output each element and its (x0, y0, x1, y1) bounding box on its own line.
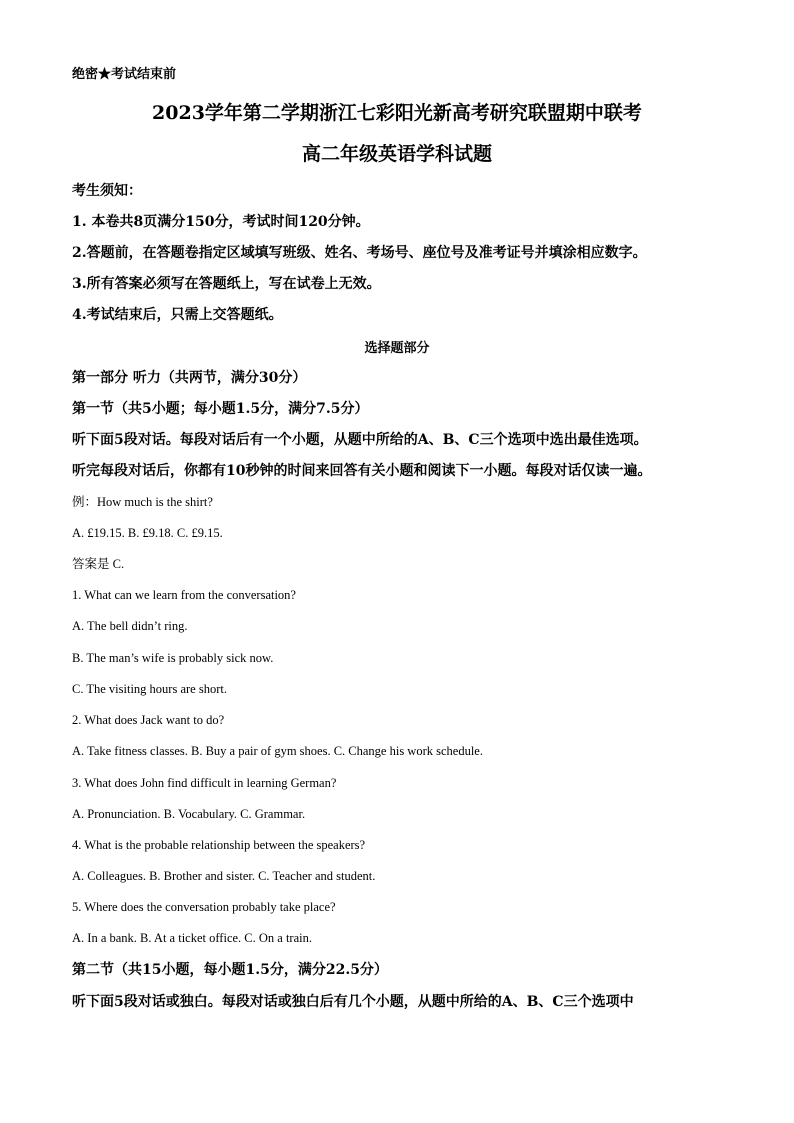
part1-heading: 第一部分 听力（共两节，满分30分） (72, 370, 307, 386)
option-line: B. The man’s wife is probably sick now. (72, 651, 274, 665)
question-line: 1. What can we learn from the conversation? (72, 588, 296, 602)
example-options: A. £19.15. B. £9.18. C. £9.15. (72, 526, 223, 540)
example-question: 例：How much is the shirt? (72, 495, 213, 509)
instructions2-line: 听下面5段对话或独白。每段对话或独白后有几个小题，从题中所给的A、B、C三个选项中 (72, 994, 634, 1010)
section2-heading: 第二节（共15小题，每小题1.5分，满分22.5分） (72, 962, 388, 978)
exam-title: 2023学年第二学期浙江七彩阳光新高考研究联盟期中联考 (152, 102, 642, 124)
option-line: A. Take fitness classes. B. Buy a pair of gym shoes. C. Change his work schedule. (72, 744, 483, 758)
notice-item-2: 2.答题前，在答题卷指定区域填写班级、姓名、考场号、座位号及准考证号并填涂相应数字。 (72, 245, 647, 261)
section1-heading: 第一节（共5小题；每小题1.5分，满分7.5分） (72, 401, 369, 417)
option-line: A. Colleagues. B. Brother and sister. C. Teacher and student. (72, 869, 376, 883)
section-heading: 选择题部分 (364, 341, 430, 356)
confidential-label: 绝密★考试结束前 (72, 67, 177, 82)
question-line: 2. What does Jack want to do? (72, 713, 225, 727)
notice-item-1: 1. 本卷共8页满分150分，考试时间120分钟。 (72, 214, 370, 230)
instructions-line-1: 听下面5段对话。每段对话后有一个小题，从题中所给的A、B、C三个选项中选出最佳选项。 (72, 432, 648, 448)
instructions-line-2: 听完每段对话后，你都有10秒钟的时间来回答有关小题和阅读下一小题。每段对话仅读一遍。 (72, 463, 652, 479)
option-line: A. Pronunciation. B. Vocabulary. C. Grammar. (72, 807, 306, 821)
question-line: 5. Where does the conversation probably take place? (72, 900, 336, 914)
notice-heading: 考生须知： (72, 183, 142, 199)
notice-item-3: 3.所有答案必须写在答题纸上，写在试卷上无效。 (72, 276, 381, 292)
exam-subtitle: 高二年级英语学科试题 (301, 143, 492, 165)
option-line: A. The bell didn’t ring. (72, 619, 188, 633)
notice-item-4: 4.考试结束后，只需上交答题纸。 (72, 307, 283, 323)
option-line: C. The visiting hours are short. (72, 682, 227, 696)
example-answer: 答案是 C. (72, 557, 125, 571)
question-line: 3. What does John find difficult in learning German? (72, 776, 337, 790)
option-line: A. In a bank. B. At a ticket office. C. On a train. (72, 931, 312, 945)
question-line: 4. What is the probable relationship between the speakers? (72, 838, 366, 852)
